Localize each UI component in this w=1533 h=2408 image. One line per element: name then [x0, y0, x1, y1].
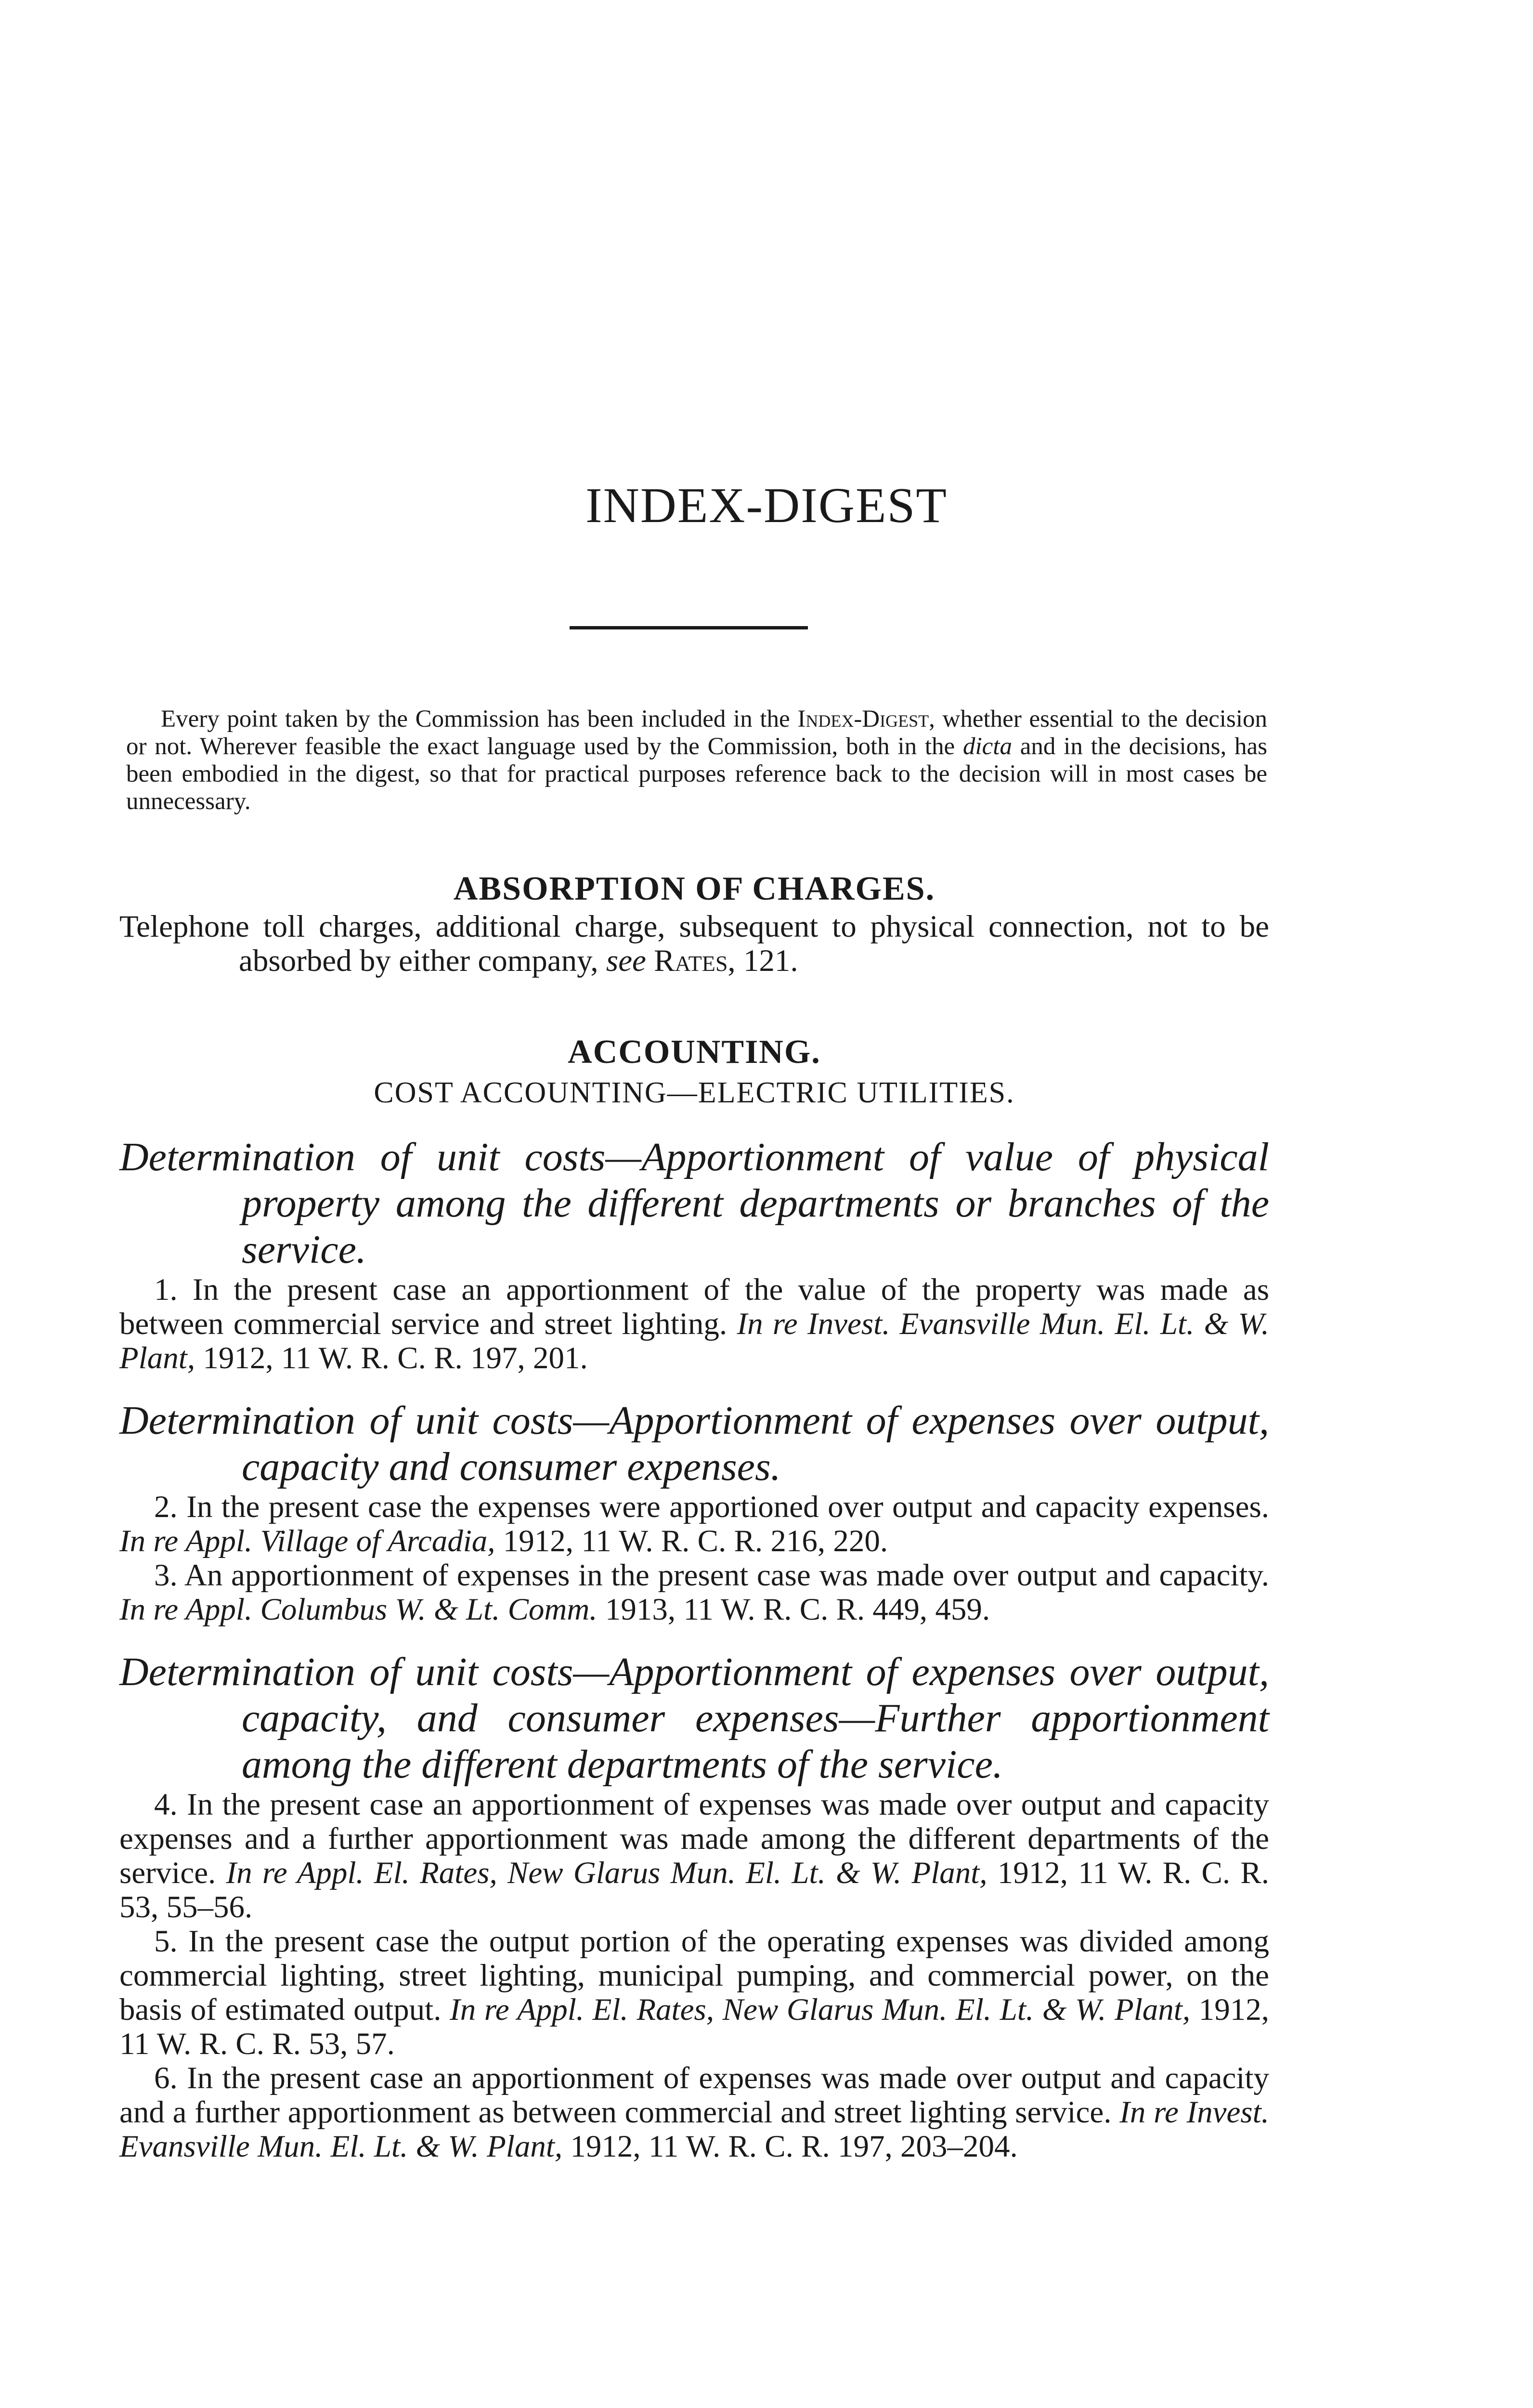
digest-paragraph	[119, 2061, 1269, 2164]
intro-text-before: Every point taken by the Commission has been included in the	[161, 706, 798, 733]
case-citation: In re Appl. Village of Arcadia,	[119, 1524, 495, 1558]
intro-text	[126, 706, 1267, 815]
intro-paragraph	[126, 706, 1267, 815]
citation-reference: 1912, 11 W. R. C. R. 197, 201.	[195, 1341, 588, 1375]
case-citation: In re Appl. El. Rates, New Glarus Mun. El. Lt. & W. Plant,	[450, 1992, 1191, 2027]
intro-dicta: dicta	[962, 733, 1012, 760]
digest-paragraph	[119, 1273, 1269, 1375]
digest-paragraph	[119, 1788, 1269, 1924]
citation-reference: 1912, 11 W. R. C. R. 53, 55–56.	[119, 1856, 1269, 1924]
digest-body	[119, 867, 1269, 2164]
digest-paragraph	[119, 1558, 1269, 1627]
absorption-page: , 121.	[728, 943, 798, 978]
intro-index-digest: Index-Digest	[797, 706, 929, 733]
citation-reference: 1912, 11 W. R. C. R. 197, 203–204.	[562, 2129, 1018, 2164]
case-citation: In re Appl. El. Rates, New Glarus Mun. El. Lt. & W. Plant,	[226, 1856, 987, 1890]
absorption-entry-text: Telephone toll charges, additional charge, subsequent to physical connection, not to be absorbed by either company,	[119, 909, 1269, 978]
subheading-cost-accounting: COST ACCOUNTING—ELECTRIC UTILITIES.	[374, 1076, 1015, 1109]
case-citation: In re Appl. Columbus W. & Lt. Comm.	[119, 1592, 598, 1627]
intro-text-after: and in the decisions, has been embodied in the digest, so that for practical purposes reference back to the decision will in most cases be unnecessary.	[126, 733, 1268, 815]
topic-heading: Determination of unit costs—Apportionment of expenses over output, capacity, and consumer expenses—Further apportionment among the different departments of the service.	[119, 1649, 1269, 1787]
absorption-entry	[119, 910, 1269, 978]
absorption-ref: Rates	[654, 943, 728, 978]
paragraph-text: 2. In the present case the expenses were apportioned over output and capacity expenses.	[154, 1490, 1269, 1524]
intro-text-middle: , whether essential to the decision or not. Wherever feasible the exact language used by the Commission, both in the	[126, 706, 1267, 760]
absorption-see: see	[606, 943, 646, 978]
section-heading-accounting: ACCOUNTING.	[568, 1034, 821, 1071]
digest-paragraph	[119, 1490, 1269, 1558]
digest-paragraph	[119, 1924, 1269, 2061]
citation-reference: 1912, 11 W. R. C. R. 53, 57.	[119, 1992, 1269, 2061]
title-rule	[570, 626, 808, 629]
case-citation: In re Invest. Evansville Mun. El. Lt. & W. Plant,	[119, 1307, 1269, 1375]
page-title: INDEX-DIGEST	[585, 478, 948, 533]
paragraph-text: 6. In the present case an apportionment of expenses was made over output and capacity and a further apportionment as between commercial and street lighting service.	[119, 2061, 1269, 2130]
paragraph-text: 1. In the present case an apportionment of the value of the property was made as between commercial service and street lighting.	[119, 1272, 1269, 1341]
citation-reference: 1912, 11 W. R. C. R. 216, 220.	[495, 1524, 888, 1558]
topic-heading: Determination of unit costs—Apportionment of value of physical property among the different departments or branches of the service.	[119, 1135, 1269, 1272]
paragraph-text: 5. In the present case the output portion of the operating expenses was divided among commercial lighting, street lighting, municipal pumping, and commercial power, on the basis of estimated output.	[119, 1924, 1269, 2027]
topic-heading: Determination of unit costs—Apportionment of expenses over output, capacity and consumer expenses.	[119, 1398, 1269, 1489]
case-citation: In re Invest. Evansville Mun. El. Lt. & W. Plant,	[119, 2095, 1269, 2164]
section-heading-absorption: ABSORPTION OF CHARGES.	[453, 870, 935, 907]
citation-reference: 1913, 11 W. R. C. R. 449, 459.	[597, 1592, 990, 1627]
paragraph-text: 4. In the present case an apportionment of expenses was made over output and capacity expenses and a further apportionment was made among the different departments of the service.	[119, 1787, 1269, 1890]
paragraph-text: 3. An apportionment of expenses in the present case was made over output and capacity.	[154, 1558, 1269, 1593]
